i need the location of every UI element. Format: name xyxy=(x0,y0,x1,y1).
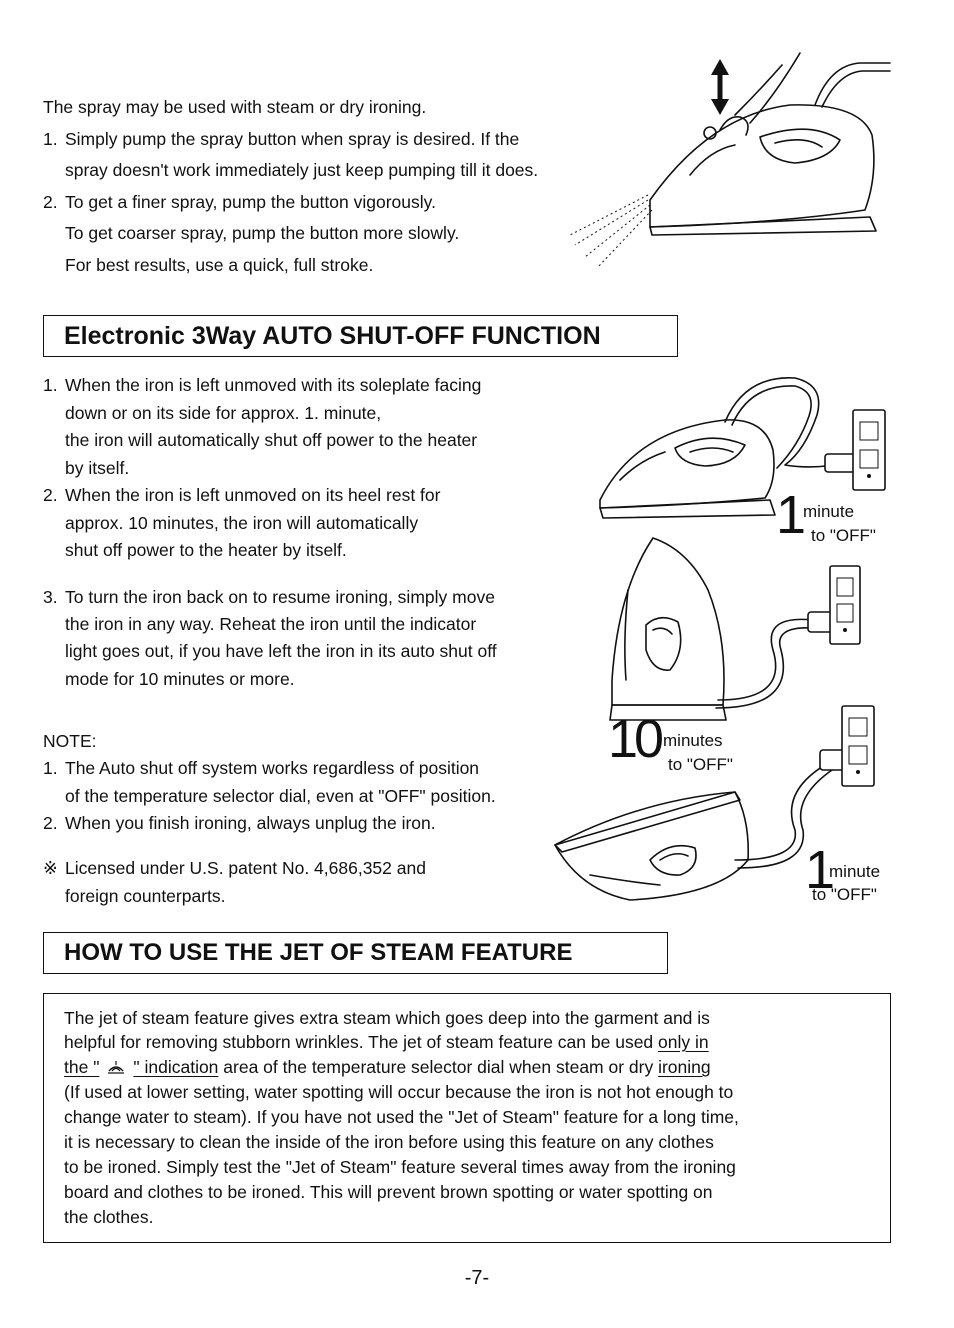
jet-description-box xyxy=(43,993,891,1243)
shutoff-heading: Electronic 3Way AUTO SHUT-OFF FUNCTION xyxy=(43,315,678,357)
shutoff-item3-line3: light goes out, if you have left the iron in its auto shut off xyxy=(65,641,497,661)
jet-line2-a: helpful for removing stubborn wrinkles. The jet of steam feature can be used xyxy=(64,1032,659,1052)
license-line2: foreign counterparts. xyxy=(65,886,226,906)
page-number: -7- xyxy=(464,1267,490,1289)
shutoff-item1-num: 1. xyxy=(43,375,58,395)
note1-line2: of the temperature selector dial, even at "OFF" position. xyxy=(65,786,496,806)
spray-intro: The spray may be used with steam or dry ironing. xyxy=(43,97,427,117)
fig3-unit: minute xyxy=(829,862,881,881)
spray-item2-line1: To get a finer spray, pump the button vigorously. xyxy=(65,192,436,212)
spray-item2-line3: For best results, use a quick, full stroke. xyxy=(65,255,374,275)
jet-line4: (If used at lower setting, water spotting will occur because the iron is not hot enough to xyxy=(64,1082,734,1102)
note-label: NOTE: xyxy=(43,731,97,751)
steam-symbol-icon xyxy=(99,1057,133,1077)
license-mark: ※ xyxy=(43,858,58,878)
iron-spray-illustration xyxy=(560,45,900,275)
jet-line3-d: ironing xyxy=(658,1057,711,1077)
shutoff-item1-line2: down or on its side for approx. 1. minute, xyxy=(65,403,382,423)
jet-line2 xyxy=(64,1032,709,1052)
shutoff-item3-num: 3. xyxy=(43,587,58,607)
note1-num: 1. xyxy=(43,758,58,778)
shutoff-item1-line4: by itself. xyxy=(65,458,130,478)
fig1-number: 1 xyxy=(776,485,805,545)
jet-line6: it is necessary to clean the inside of the iron before using this feature on any clothes xyxy=(64,1132,714,1152)
spray-item2-num: 2. xyxy=(43,192,58,212)
jet-line3 xyxy=(64,1057,711,1077)
fig3-off: to "OFF" xyxy=(812,885,877,904)
shutoff-item2-line3: shut off power to the heater by itself. xyxy=(65,540,347,560)
spray-item2-line2: To get coarser spray, pump the button more slowly. xyxy=(65,223,460,243)
jet-line3-a: the " xyxy=(64,1057,100,1077)
fig2-number: 10 xyxy=(608,709,661,769)
shutoff-item2-line1: When the iron is left unmoved on its heel rest for xyxy=(65,485,441,505)
jet-line8: board and clothes to be ironed. This will prevent brown spotting or water spotting on xyxy=(64,1182,713,1202)
shutoff-item3-line2: the iron in any way. Reheat the iron until the indicator xyxy=(65,614,477,634)
note2-num: 2. xyxy=(43,813,58,833)
note2-line1: When you finish ironing, always unplug the iron. xyxy=(65,813,436,833)
spray-item1-line2: spray doesn't work immediately just keep pumping till it does. xyxy=(65,160,539,180)
jet-line5: change water to steam). If you have not used the "Jet of Steam" feature for a long time, xyxy=(64,1107,739,1127)
jet-heading: HOW TO USE THE JET OF STEAM FEATURE xyxy=(43,932,668,974)
jet-line9: the clothes. xyxy=(64,1207,154,1227)
shutoff-item1-line3: the iron will automatically shut off power to the heater xyxy=(65,430,478,450)
spray-item1-num: 1. xyxy=(43,129,58,149)
fig1-off: to "OFF" xyxy=(811,526,876,545)
jet-line3-b: " indication xyxy=(133,1057,219,1077)
shutoff-item3-line4: mode for 10 minutes or more. xyxy=(65,669,295,689)
fig3-number: 1 xyxy=(805,840,834,900)
fig2-unit: minutes xyxy=(663,731,723,750)
jet-line2-b: only in xyxy=(658,1032,709,1052)
fig2-off: to "OFF" xyxy=(668,755,733,774)
shutoff-item2-line2: approx. 10 minutes, the iron will automatically xyxy=(65,513,419,533)
spray-item1-line1: Simply pump the spray button when spray is desired. If the xyxy=(65,129,520,149)
shutoff-item3-line1: To turn the iron back on to resume ironing, simply move xyxy=(65,587,495,607)
note1-line1: The Auto shut off system works regardless of position xyxy=(65,758,480,778)
jet-line7: to be ironed. Simply test the "Jet of Steam" feature several times away from the ironing xyxy=(64,1157,736,1177)
license-line1: Licensed under U.S. patent No. 4,686,352 and xyxy=(65,858,426,878)
jet-line1: The jet of steam feature gives extra steam which goes deep into the garment and is xyxy=(64,1008,710,1028)
shutoff-item2-num: 2. xyxy=(43,485,58,505)
fig1-unit: minute xyxy=(803,502,855,521)
shutoff-item1-line1: When the iron is left unmoved with its soleplate facing xyxy=(65,375,482,395)
jet-line3-c: area of the temperature selector dial when steam or dry xyxy=(218,1057,659,1077)
